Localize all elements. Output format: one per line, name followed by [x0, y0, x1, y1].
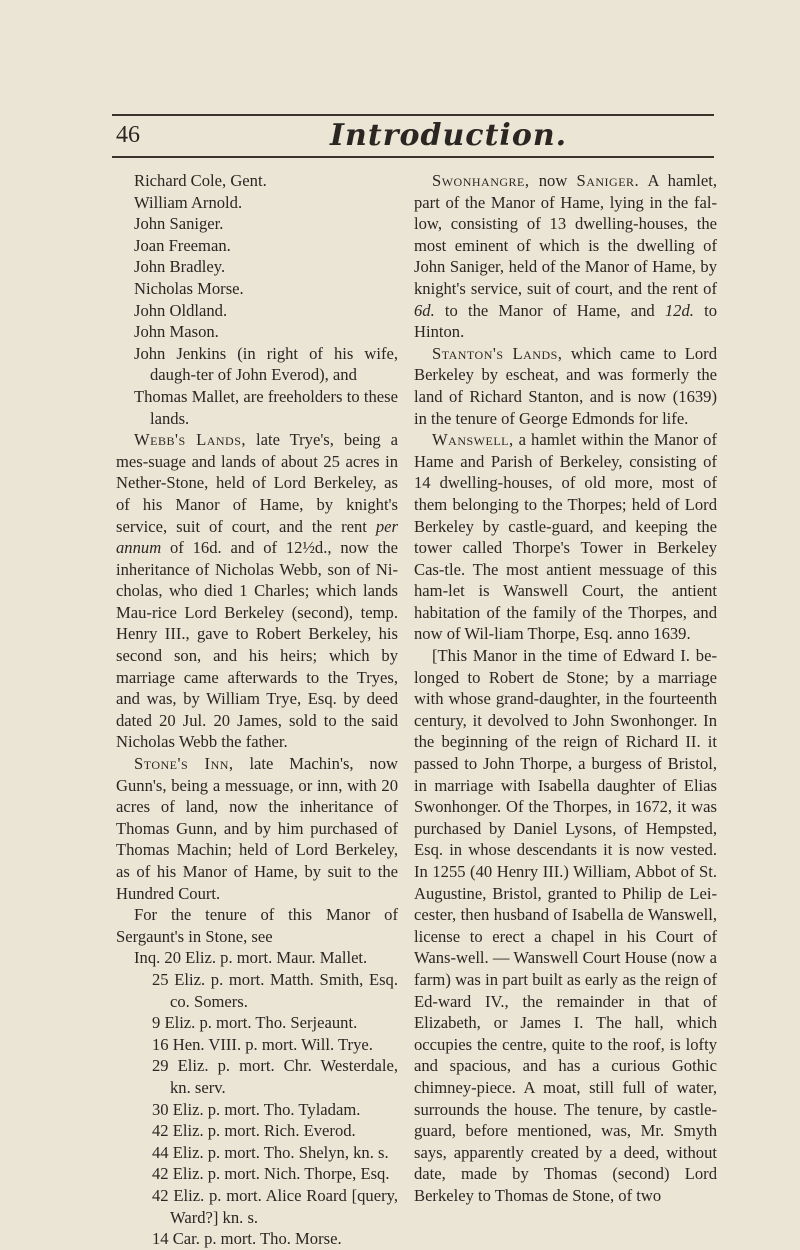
webb-heading: Webb's Lands, — [134, 430, 247, 450]
header-rule-top — [112, 114, 714, 116]
inquisition-item: 25 Eliz. p. mort. Matth. Smith, Esq. co. Somers. — [152, 969, 398, 1011]
webb-italic: per annum — [116, 516, 398, 558]
inquisition-item: 42 Eliz. p. mort. Rich. Everod. — [152, 1121, 356, 1141]
list-item: John Oldland. — [134, 300, 228, 320]
list-item: Joan Freeman. — [134, 235, 231, 255]
list-item: John Jenkins (in right of his wife, daugh-ter of John Everod), and — [134, 343, 398, 385]
running-head: Introduction. — [330, 118, 568, 153]
wanswell-text: a hamlet within the Manor of Hame and Parish of Berkeley, consisting of 14 dwelling-houses, of old more, most of them belonging to the Thorpes; held of Lord Berkeley by castle-guard, and keeping the tower called Thorpe's Tower in Berkeley Cas-tle. The most antient messuage of this ham-let is Wanswell Court, the antient habitation of the family of the Thorpes, and now of Wil-liam Thorpe, Esq. anno 1639. — [414, 430, 717, 644]
list-item: William Arnold. — [134, 192, 243, 212]
webb-paragraph — [116, 429, 398, 753]
list-item: Thomas Mallet, are freeholders to these lands. — [134, 386, 398, 428]
saniger-heading: Saniger. — [576, 171, 640, 190]
stanton-text: which came to Lord Berkeley by escheat, and was formerly the land of Richard Stanton, and is now (1639) in the tenure of George Edmonds for life. — [414, 343, 717, 428]
inquisition-item: 42 Eliz. p. mort. Alice Roard [query, Ward?] kn. s. — [152, 1185, 398, 1227]
inquisition-item: 44 Eliz. p. mort. Tho. Shelyn, kn. s. — [152, 1142, 389, 1162]
list-item: John Bradley. — [134, 257, 226, 277]
swon-text-1: now — [529, 171, 577, 190]
inquisition-item: 29 Eliz. p. mort. Chr. Westerdale, kn. serv. — [152, 1056, 398, 1097]
swon-italic-2: 12d. — [664, 300, 694, 320]
list-item: John Mason. — [134, 322, 219, 342]
stone-text: late Machin's, now Gunn's, being a messuage, or inn, with 20 acres of land, now the inheritance of Thomas Gunn, and by him purchased of Thomas Machin; held of Lord Berkeley, as of his Manor of Hame, by suit to the Hundred Court. — [116, 754, 399, 903]
header-rule-bottom — [112, 156, 714, 158]
inquisition-item: 30 Eliz. p. mort. Tho. Tyladam. — [152, 1099, 361, 1119]
inquisition-item: Inq. 20 Eliz. p. mort. Maur. Mallet. — [134, 948, 368, 968]
swon-italic-1: 6d. — [414, 300, 435, 320]
inquisition-item: 9 Eliz. p. mort. Tho. Serjeaunt. — [152, 1013, 358, 1033]
swonhangre-paragraph — [414, 170, 717, 343]
swon-text-4: to Hinton. — [414, 300, 717, 342]
manor-history-paragraph: [This Manor in the time of Edward I. be-longed to Robert de Stone; by a marriage with whose grand-daughter, in the fourteenth century, it devolved to John Swonhonger. In the beginning of the reign of Richard II. it passed to John Thorpe, a burgess of Bristol, in marriage with Isabella daughter of Elias Swonhonger. Of the Thorpes, in 1672, it was purchased by Daniel Lysons, of Hempsted, Esq. in whose descendants it is now vested. In 1255 (40 Henry III.) William, Abbot of St. Augustine, Bristol, granted to Philip de Lei-cester, then husband of Isabella de Wanswell, license to erect a chapel in his Court of Wans-well. — Wanswell Court House (now a farm) was in part built as early as the reign of Ed-ward IV., the remainder in that of Elizabeth, or James I. The hall, which occupies the centre, quite to the roof, is lofty and spacious, and has a curious Gothic chimney-piece. A moat, still full of water, surrounds the house. The tenure, by castle-guard, before mentioned, was, Mr. Smyth says, apparently created by a deed, without date, made by Thomas (second) Lord Berkeley to Thomas de Stone, of two — [414, 646, 717, 1205]
swon-text-2: A hamlet, part of the Manor of Hame, lying in the fal-low, consisting of 13 dwelling-houses, the most eminent of which is the dwelling of John Saniger, held of the Manor of Hame, by knight's service, suit of court, and the rent of — [414, 171, 717, 298]
list-item: John Saniger. — [134, 214, 224, 234]
list-item: Richard Cole, Gent. — [134, 171, 267, 190]
inquisition-item: 14 Car. p. mort. Tho. Morse. — [152, 1229, 342, 1249]
stone-paragraph — [116, 753, 398, 904]
stanton-paragraph — [414, 343, 717, 429]
swonhangre-heading: Swonhangre, — [432, 171, 530, 190]
wanswell-paragraph — [414, 429, 717, 645]
stanton-heading: Stanton's Lands, — [432, 343, 563, 363]
wanswell-heading: Wanswell, — [432, 430, 514, 450]
stone-heading: Stone's Inn, — [134, 754, 234, 774]
inquisition-item: 42 Eliz. p. mort. Nich. Thorpe, Esq. — [152, 1164, 390, 1184]
swon-text-3: to the Manor of Hame, and — [434, 300, 665, 320]
left-column — [116, 170, 398, 1250]
list-item: Nicholas Morse. — [134, 278, 244, 298]
tenure-paragraph: For the tenure of this Manor of Sergaunt's in Stone, see — [116, 905, 398, 946]
right-column — [414, 170, 717, 1207]
webb-text-2: of 16d. and of 12½d., now the inheritance of Nicholas Webb, son of Ni-cholas, who died 1 Charles; which lands Mau-rice Lord Berkeley (second), temp. Henry III., gave to Robert Berkeley, his second son, and his heirs; which by marriage came afterwards to the Tryes, and was, by William Trye, Esq. by deed dated 20 Jul. 20 James, sold to the said Nicholas Webb the father. — [116, 538, 398, 752]
inquisition-item: 16 Hen. VIII. p. mort. Will. Trye. — [152, 1034, 373, 1054]
page-number: 46 — [116, 122, 140, 148]
webb-text-1: late Trye's, being a mes-suage and lands of about 25 acres in Nether-Stone, held of Lord Berkeley, as of his Manor of Hame, by knight's service, suit of court, and the rent — [116, 430, 398, 536]
